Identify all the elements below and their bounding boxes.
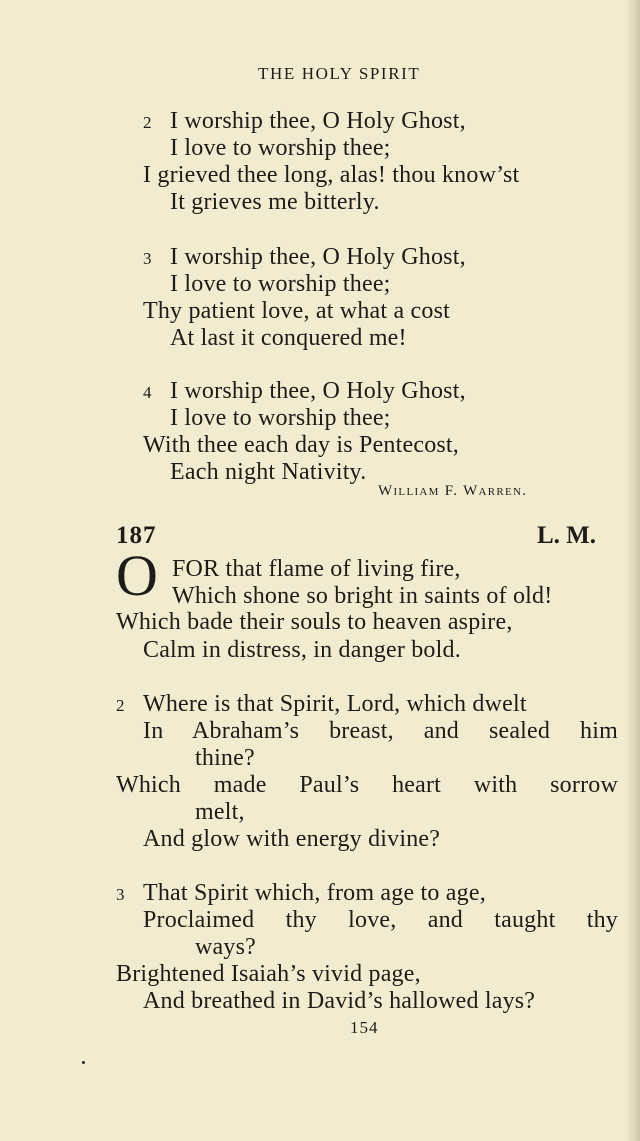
verse-number: 2: [116, 696, 125, 715]
verse-line: ways?: [195, 934, 256, 960]
verse-line: Which made Paul’s heart with sorrow: [116, 772, 618, 798]
verse-line: I love to worship thee;: [170, 271, 391, 297]
verse-line: Calm in distress, in danger bold.: [143, 637, 461, 663]
hymn-number: 187: [116, 522, 157, 549]
drop-cap: O: [116, 543, 158, 608]
verse-line: That Spirit which, from age to age,: [143, 880, 486, 906]
verse-line: thine?: [195, 745, 255, 771]
verse-line: I grieved thee long, alas! thou know’st: [143, 162, 520, 188]
verse-number: 2: [143, 113, 152, 132]
verse-number: 3: [143, 249, 152, 268]
verse-line: Thy patient love, at what a cost: [143, 298, 450, 324]
verse-line: I worship thee, O Holy Ghost,: [170, 244, 466, 270]
running-header: THE HOLY SPIRIT: [258, 64, 421, 83]
verse-line: And breathed in David’s hallowed lays?: [143, 988, 536, 1014]
verse-line: Which shone so bright in saints of old!: [172, 583, 553, 609]
verse-line: Each night Nativity.: [170, 459, 367, 485]
verse-line: FOR that flame of living fire,: [172, 556, 461, 582]
ink-speck: [82, 1061, 85, 1064]
verse-line: Which bade their souls to heaven aspire,: [116, 609, 513, 635]
verse-line: And glow with energy divine?: [143, 826, 441, 852]
verse-line: I love to worship thee;: [170, 405, 391, 431]
verse-line: I love to worship thee;: [170, 135, 391, 161]
verse-line: It grieves me bitterly.: [170, 189, 380, 215]
hymn-author: William F. Warren.: [378, 483, 528, 499]
verse-number: 4: [143, 383, 152, 402]
verse-line: I worship thee, O Holy Ghost,: [170, 108, 466, 134]
verse-number: 3: [116, 885, 125, 904]
verse-line: At last it conquered me!: [170, 325, 407, 351]
verse-line: Proclaimed thy love, and taught thy: [143, 907, 618, 933]
page-number: 154: [350, 1018, 379, 1037]
verse-line: Where is that Spirit, Lord, which dwelt: [143, 691, 527, 717]
verse-line: I worship thee, O Holy Ghost,: [170, 378, 466, 404]
verse-line: In Abraham’s breast, and sealed him: [143, 718, 618, 744]
verse-line: melt,: [195, 799, 245, 825]
page-edge-shadow: [626, 0, 640, 1141]
verse-line: With thee each day is Pentecost,: [143, 432, 459, 458]
hymn-meter: L. M.: [537, 522, 597, 549]
verse-line: Brightened Isaiah’s vivid page,: [116, 961, 421, 987]
